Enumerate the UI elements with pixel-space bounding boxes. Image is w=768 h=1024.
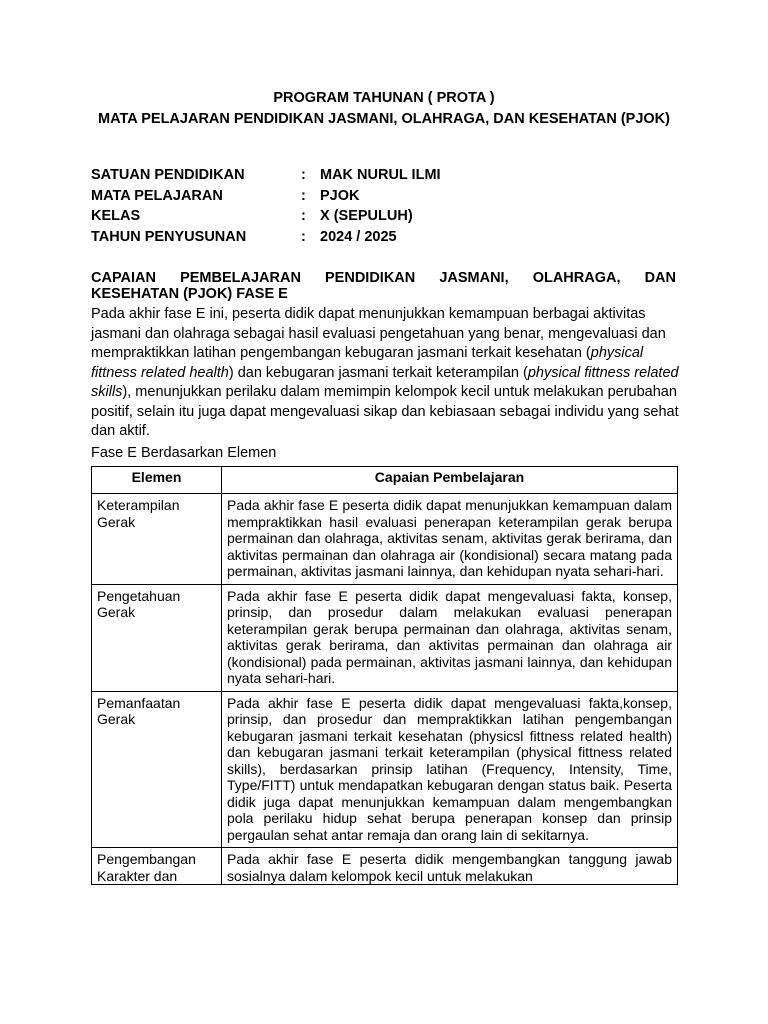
info-colon: : [301, 187, 306, 204]
info-label: KELAS [91, 208, 141, 224]
info-colon: : [301, 167, 306, 183]
elemen-cell: Pemanfaatan Gerak [92, 691, 222, 848]
info-value: PJOK [320, 187, 360, 204]
table-caption: Fase E Berdasarkan Elemen [91, 445, 277, 461]
capaian-cell: Pada akhir fase E peserta didik dapat mengevaluasi fakta, konsep, prinsip, dan prosedur dalam melakukan evaluasi penerapan keterampilan gerak berupa permainan dan olahraga, aktivitas senam, aktivitas gerak berirama, dan aktivitas permainan dan olahraga air (kondisional) pada permainan, aktivitas jasmani lainnya, dan kehidupan nyata sehari-hari. [222, 584, 678, 691]
intro-italic-term: physical fittness related health [91, 345, 644, 381]
column-header-capaian: Capaian Pembelajaran [222, 467, 678, 494]
table-row [92, 494, 678, 585]
elemen-cell: Keterampilan Gerak [92, 494, 222, 585]
column-header-elemen: Elemen [92, 467, 222, 494]
intro-italic-term: physical fittness related skills [91, 364, 679, 400]
info-row [91, 167, 441, 188]
intro-paragraph [91, 305, 681, 442]
document-subtitle: MATA PELAJARAN PENDIDIKAN JASMANI, OLAHRAGA, DAN KESEHATAN (PJOK) [98, 111, 670, 127]
section-heading [91, 270, 676, 302]
intro-text: ) dan kebugaran jasmani terkait keterampilan ( [228, 364, 528, 381]
info-value: MAK NURUL ILMI [320, 167, 441, 183]
info-row [91, 229, 441, 250]
capaian-cell: Pada akhir fase E peserta didik mengembangkan tanggung jawab sosialnya dalam kelompok kecil untuk melakukan [222, 848, 678, 885]
table-row [92, 584, 678, 691]
info-value: 2024 / 2025 [320, 228, 397, 245]
table-row [92, 848, 678, 885]
intro-text: Pada akhir fase E ini, peserta didik dapat menunjukkan kemampuan berbagai aktivitas jasmani dan olahraga sebagai hasil evaluasi pengetahuan yang benar, mengevaluasi dan mempraktikkan latihan pengembangan kebugaran jasmani terkait kesehatan ( [91, 306, 666, 361]
info-label: TAHUN PENYUSUNAN [91, 228, 247, 245]
intro-text: ), menunjukkan perilaku dalam memimpin kelompok kecil untuk melakukan perubahan positif, selain itu juga dapat mengevaluasi sikap dan kebiasaan sebagai individu yang sehat dan aktif. [91, 384, 679, 439]
info-row [91, 208, 441, 229]
info-value: X (SEPULUH) [320, 208, 413, 224]
section-heading-line2: KESEHATAN (PJOK) FASE E [91, 286, 288, 302]
capaian-cell: Pada akhir fase E peserta didik dapat menunjukkan kemampuan dalam mempraktikkan hasil evaluasi penerapan keterampilan gerak berupa permainan dan olahraga, aktivitas senam, aktivitas gerak berirama, dan aktivitas permainan dan olahraga air (kondisional) secara matang pada permainan, aktivitas jasmani lainnya, dan kehidupan nyata sehari-hari. [222, 494, 678, 585]
info-label: MATA PELAJARAN [91, 187, 223, 204]
info-label: SATUAN PENDIDIKAN [91, 167, 245, 183]
info-colon: : [301, 228, 306, 245]
capaian-table [91, 466, 678, 885]
elemen-cell: Pengembangan Karakter dan [92, 848, 222, 885]
table-header-row [92, 467, 678, 494]
table-row [92, 691, 678, 848]
elemen-cell: Pengetahuan Gerak [92, 584, 222, 691]
capaian-cell: Pada akhir fase E peserta didik dapat mengevaluasi fakta,konsep, prinsip, dan prosedur dan mempraktikkan latihan pengembangan kebugaran jasmani terkait kesehatan (physicsl fittness related health) dan kebugaran jasmani terkait keterampilan (physical fittness related skills), berdasarkan prinsip latihan (Frequency, Intensity, Time, Type/FITT) untuk mendapatkan kebugaran dengan status baik. Peserta didik juga dapat menunjukkan kemampuan dalam mengembangkan pola perilaku hidup sehat berupa penerapan konsep dan prinsip pergaulan sehat antar remaja dan orang lain di sekitarnya. [222, 691, 678, 848]
document-title: PROGRAM TAHUNAN ( PROTA ) [273, 90, 495, 106]
info-row [91, 188, 441, 209]
info-block [91, 167, 441, 249]
info-colon: : [301, 208, 306, 224]
section-heading-line1: CAPAIAN PEMBELAJARAN PENDIDIKAN JASMANI, OLAHRAGA, DAN [91, 270, 676, 286]
